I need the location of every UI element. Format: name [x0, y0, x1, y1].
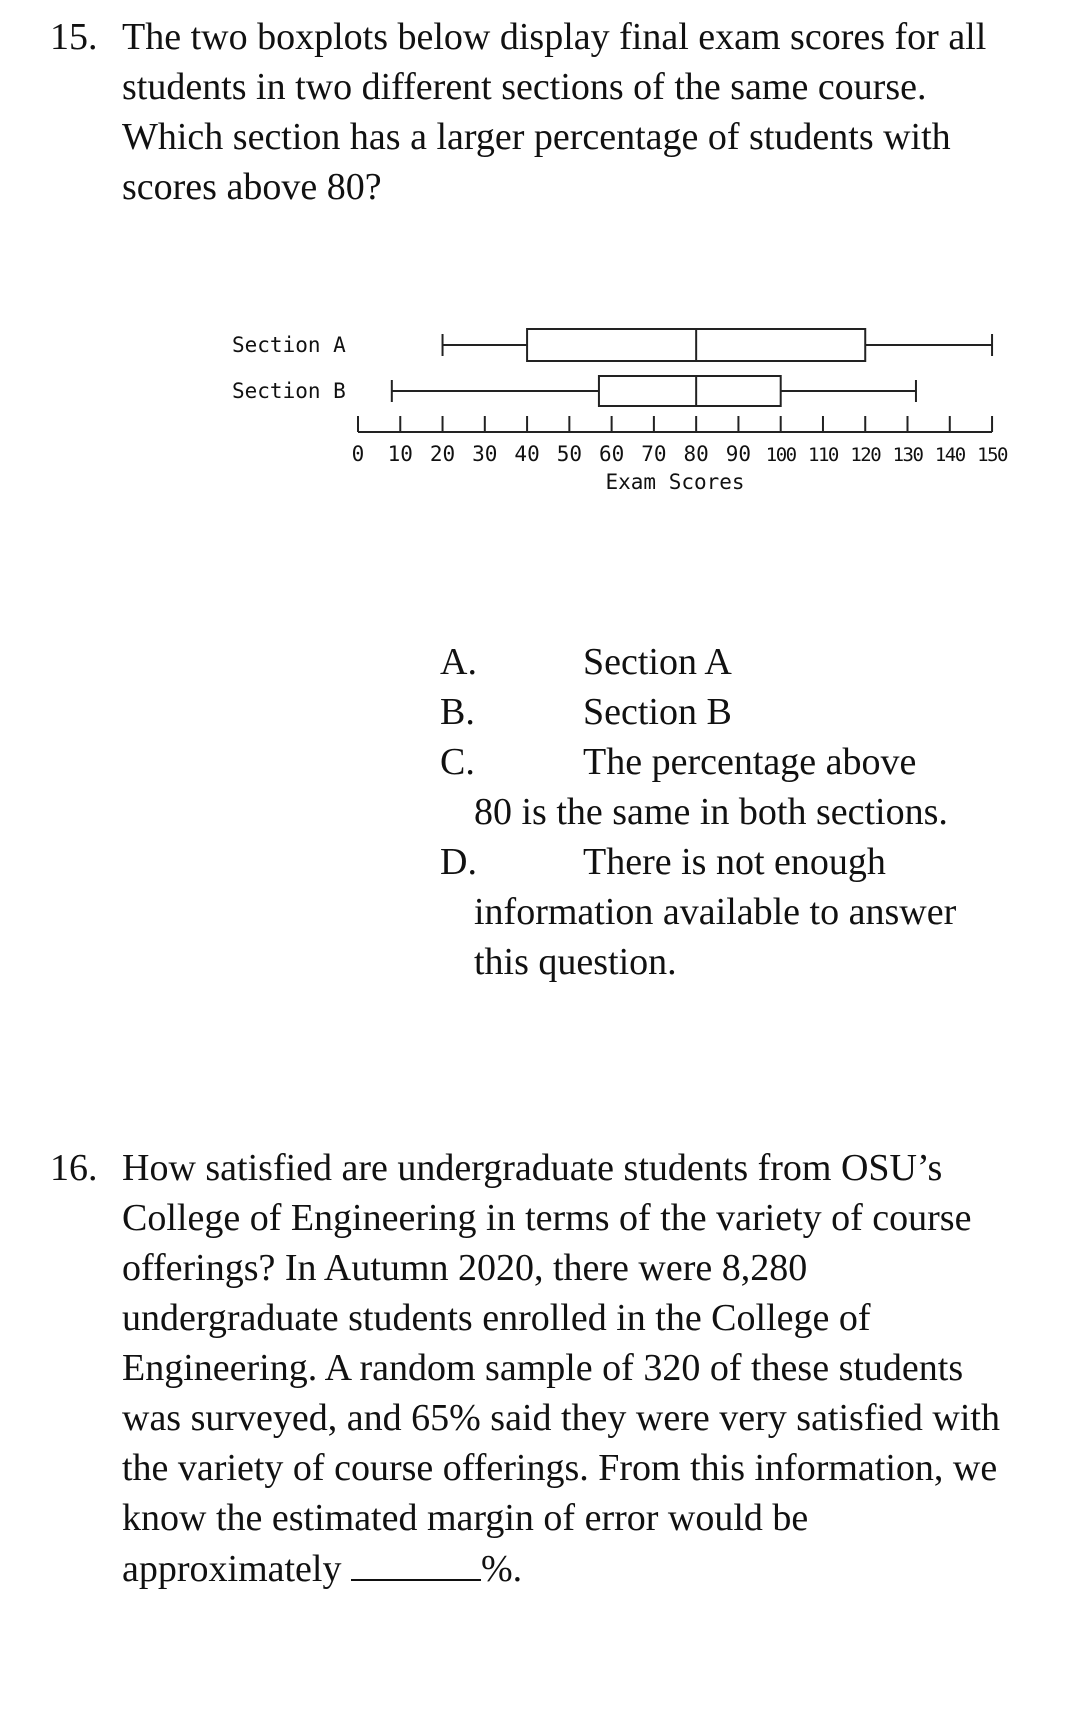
x-tick-label-80: 80 — [683, 442, 709, 466]
choice-a-letter: A. — [440, 641, 477, 683]
answer-blank[interactable] — [351, 1543, 481, 1581]
question-15-text: The two boxplots below display final exam scores for all students in two different sections of the same course. Which section has a larger percentage of students with scores above 80? — [122, 16, 987, 208]
x-tick-label-130: 130 — [892, 444, 923, 466]
choice-c-text-cont: 80 is the same in both sections. — [474, 791, 948, 833]
section-a-label: Section A — [232, 333, 346, 357]
section-b-label: Section B — [232, 379, 346, 403]
x-tick-label-30: 30 — [472, 442, 498, 466]
choice-b-text: Section B — [583, 691, 732, 733]
x-tick-label-100: 100 — [765, 444, 796, 466]
x-tick-label-90: 90 — [725, 442, 752, 466]
question-16-prompt: How satisfied are undergraduate students from OSU’s College of Engineering in terms of the variety of course offerings? In Autumn 2020, there were 8,280 undergraduate students enrolled in the College of Engineering. A random sample of 320 of these students was surveyed, and 65% said they were very satisfied with the variety of course offerings. From this information, we know the estimated margin of error would be approximately — [122, 1147, 1000, 1590]
boxplot-chart — [0, 300, 1067, 520]
x-tick-label-50: 50 — [556, 442, 582, 466]
question-15-number: 15. — [50, 16, 98, 58]
question-16-suffix: %. — [480, 1548, 523, 1590]
choice-d[interactable] — [440, 837, 1000, 987]
x-tick-label-120: 120 — [850, 444, 881, 466]
choice-a-text: Section A — [583, 641, 732, 683]
choice-c-letter: C. — [440, 741, 475, 783]
question-16-number: 16. — [50, 1147, 98, 1189]
choice-b[interactable] — [440, 687, 1000, 737]
x-tick-label-60: 60 — [598, 442, 625, 466]
x-tick-label-40: 40 — [514, 442, 540, 466]
choice-d-letter: D. — [440, 841, 477, 883]
choice-c[interactable] — [440, 737, 1000, 837]
answer-choices — [440, 637, 1000, 987]
choice-b-letter: B. — [440, 691, 475, 733]
question-16-text — [122, 1143, 1010, 1594]
section-b-box — [599, 376, 781, 406]
x-tick-label-140: 140 — [934, 444, 965, 466]
choice-c-text: The percentage above — [583, 741, 917, 783]
x-tick-label-0: 0 — [351, 442, 365, 466]
x-tick-label-20: 20 — [429, 442, 456, 466]
x-axis-label: Exam Scores — [605, 470, 745, 494]
x-tick-label-70: 70 — [641, 442, 667, 466]
choice-d-text: There is not enough — [583, 841, 886, 883]
question-16 — [50, 1143, 1010, 1594]
choice-a[interactable] — [440, 637, 1000, 687]
choice-d-text-cont: information available to answer this question. — [474, 891, 957, 983]
x-tick-label-10: 10 — [387, 442, 413, 466]
question-15 — [50, 12, 1010, 212]
x-tick-label-110: 110 — [808, 444, 838, 466]
x-tick-label-150: 150 — [977, 444, 1007, 466]
